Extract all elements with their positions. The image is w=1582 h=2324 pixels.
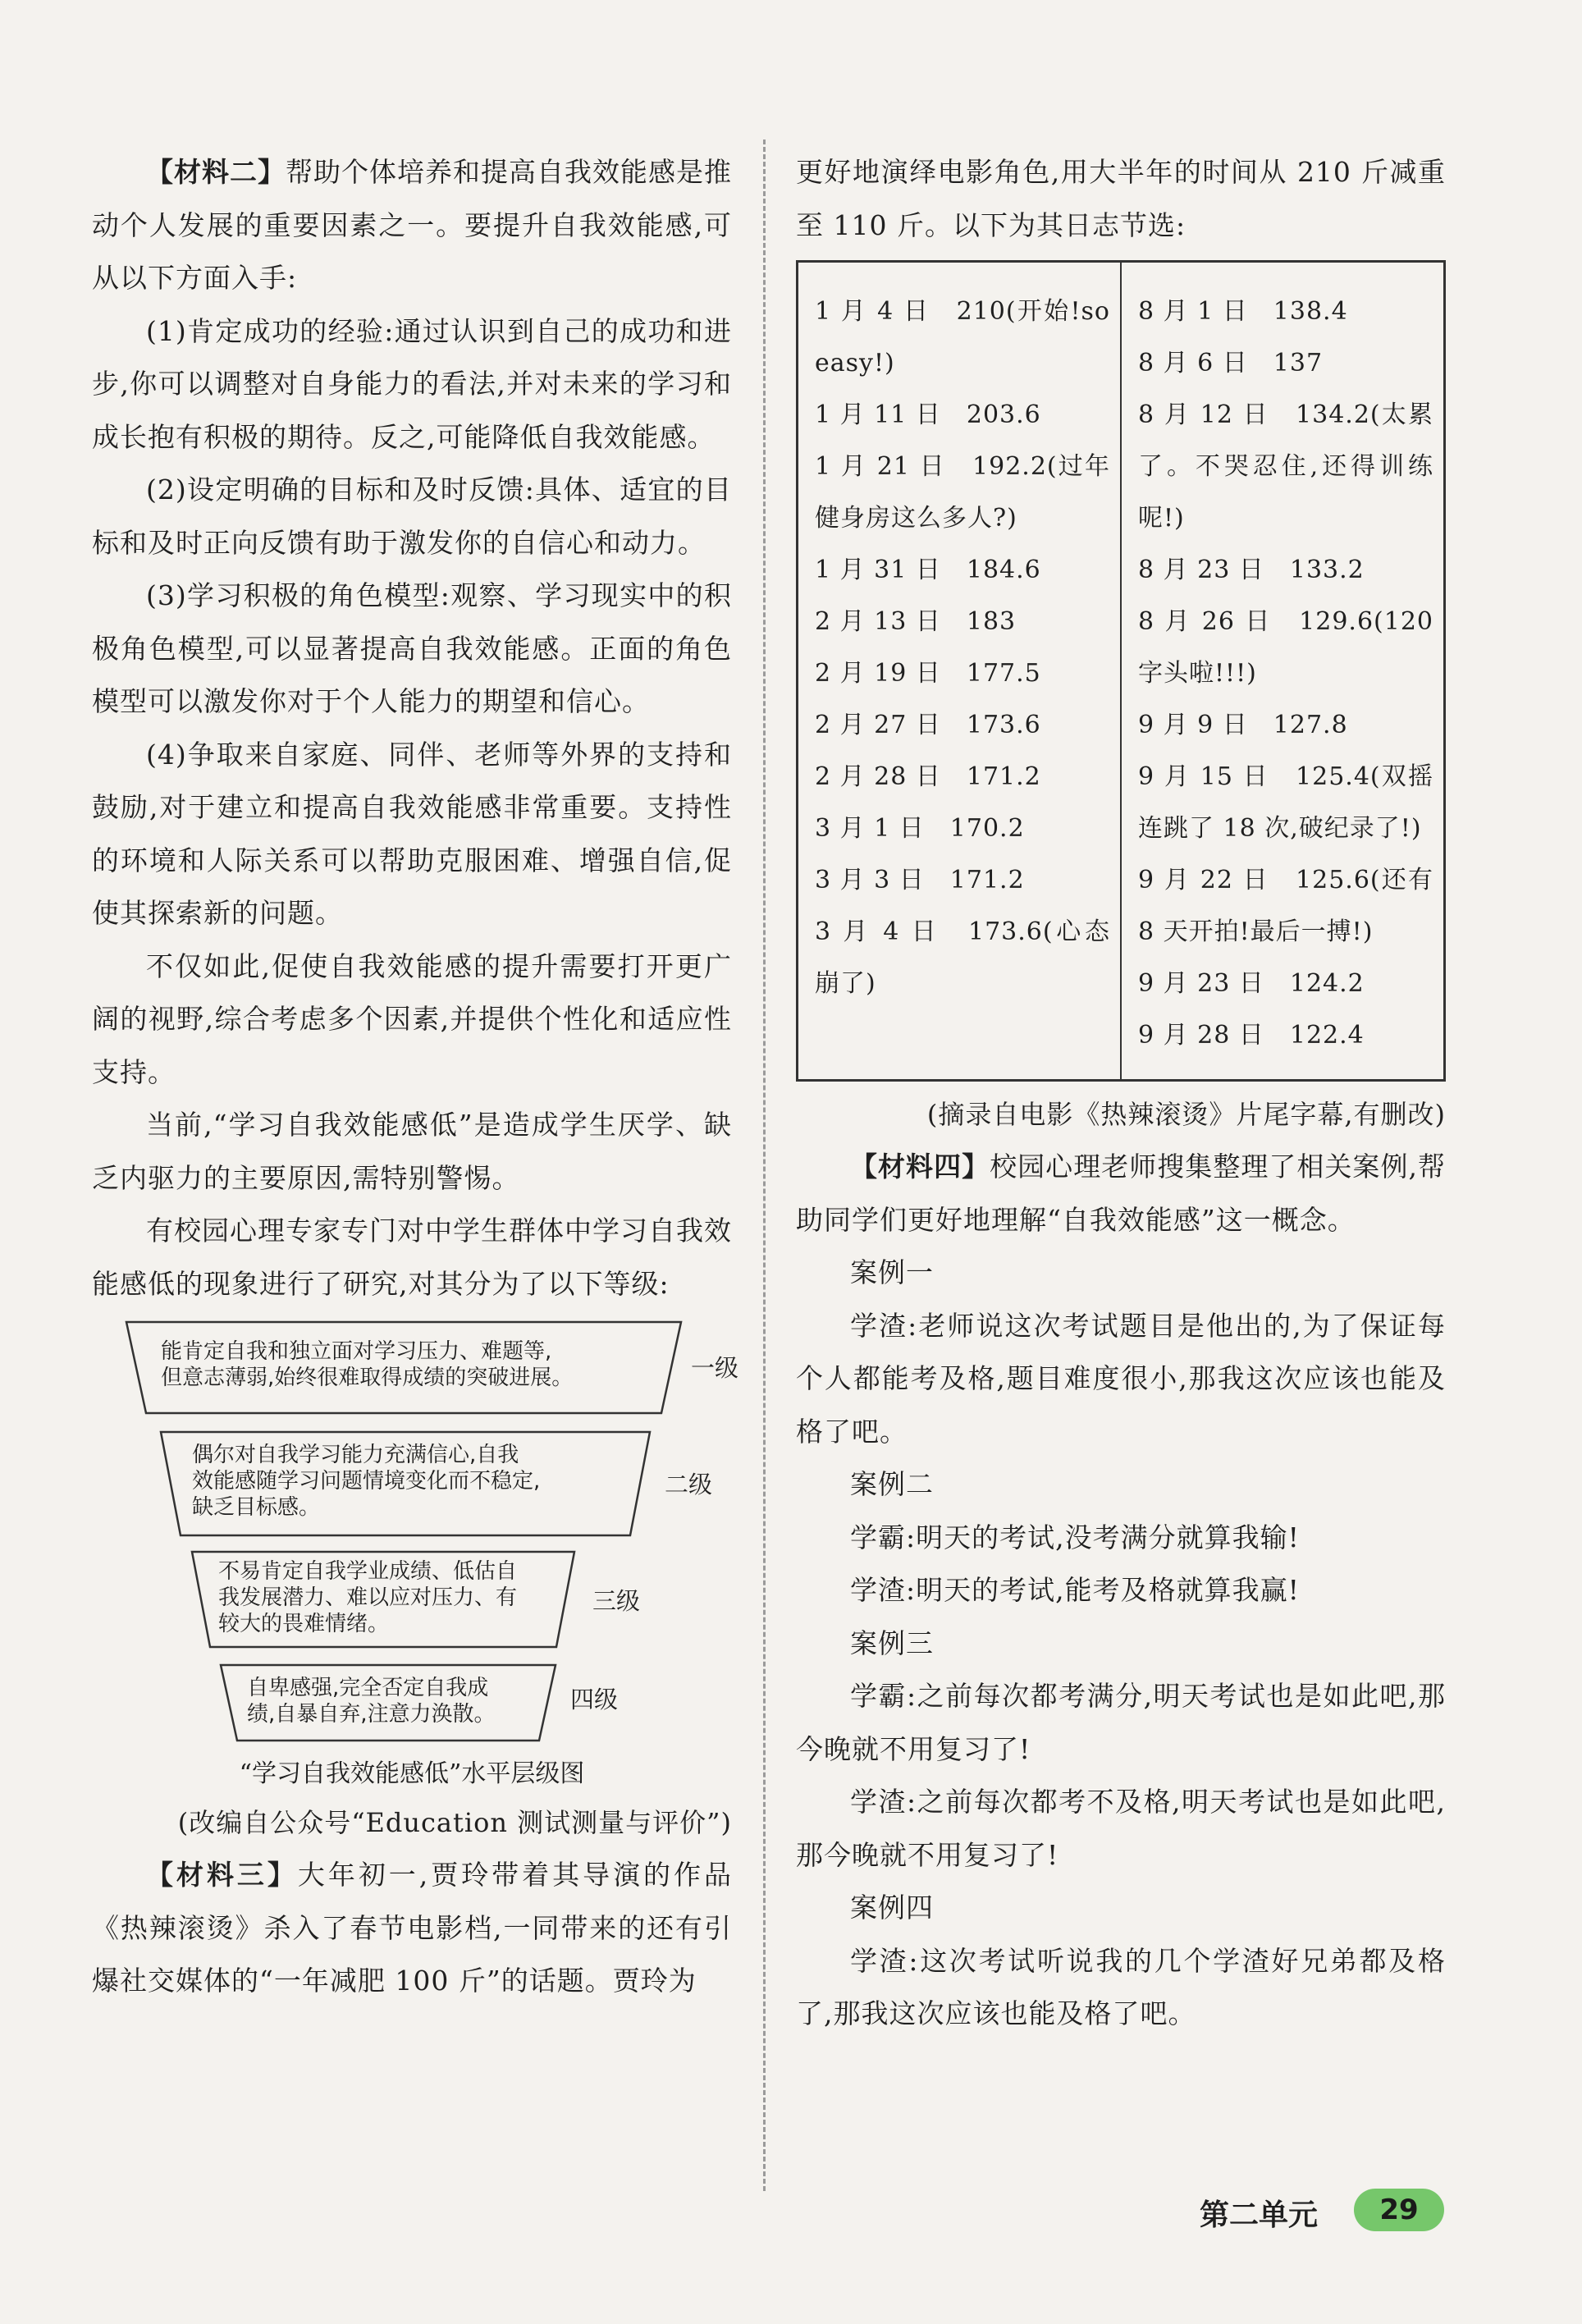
case-heading-2: 案例二 [850,1468,934,1500]
diary-entry: 3 月 1 日 170.2 [815,814,1025,843]
diary-entry: 9 月 23 日 124.2 [1138,969,1365,998]
case-dialogue: 学渣:之前每次都考不及格,明天考试也是如此吧,那今晚就不用复习了! [796,1786,1446,1871]
unit-title: 第二单元 [1200,2198,1319,2232]
material-four-tag: 【材料四】 [850,1151,990,1183]
level-pyramid-diagram [92,1320,739,1747]
level-2-label: 二级 [665,1471,713,1498]
case-dialogue: 学渣:明天的考试,能考及格就算我赢! [850,1574,1300,1606]
diary-entry: 3 月 4 日 173.6(心态崩了) [815,917,1110,998]
pyramid-level-4: 自卑感强,完全否定自我成 绩,自暴自弃,注意力涣散。 四级 [219,1663,679,1742]
pyramid-level-2: 偶尔对自我学习能力充满信心,自我 效能感随学习问题情境变化而不稳定, 缺乏目标感。 二级 [159,1430,734,1537]
material-four-intro: 【材料四】校园心理老师搜集整理了相关案例,帮助同学们更好地理解“自我效能感”这一概念。 [796,1151,1446,1236]
diary-entry: 8 月 26 日 129.6(120 字头啦!!!) [1138,607,1433,688]
diary-entry: 1 月 31 日 184.6 [815,556,1041,584]
diary-entry: 9 月 15 日 125.4(双摇连跳了 18 次,破纪录了!) [1138,762,1433,843]
case-heading-3: 案例三 [850,1626,934,1659]
page-number-badge: 29 [1354,2189,1444,2231]
diary-entry: 1 月 4 日 210(开始!so easy!) [815,297,1110,377]
material-two-para-6: 当前,“学习自我效能感低”是造成学生厌学、缺乏内驱力的主要原因,需特别警惕。 [92,1109,732,1194]
column-divider [763,140,766,2191]
left-column [92,146,739,2008]
pyramid-caption: “学习自我效能感低”水平层级图 [239,1759,585,1788]
level-3-label: 三级 [592,1587,641,1615]
material-three-tag: 【材料三】 [146,1859,298,1891]
material-three-continued: 更好地演绎电影角色,用大半年的时间从 210 斤减重至 110 斤。以下为其日志节选: [796,156,1446,241]
diary-entry: 8 月 23 日 133.2 [1138,556,1365,584]
case-dialogue: 学霸:明天的考试,没考满分就算我输! [850,1521,1300,1553]
diary-column-left [798,262,1122,1081]
diary-source: (摘录自电影《热辣滚烫》片尾字幕,有删改) [926,1099,1446,1130]
pyramid-level-3: 不易肯定自我学业成绩、低估自 我发展潜力、难以应对压力、有 较大的畏难情绪。 三级 [190,1550,732,1649]
diary-entry: 2 月 13 日 183 [815,607,1017,636]
material-two-item-3: (3)学习积极的角色模型:观察、学习现实中的积极角色模型,可以显著提高自我效能感。正面的角色模型可以激发你对于个人能力的期望和信心。 [92,579,732,717]
material-two-item-2: (2)设定明确的目标和及时反馈:具体、适宜的目标和及时正向反馈有助于激发你的自信心和动力。 [92,473,732,559]
diary-entry: 9 月 22 日 125.6(还有 8 天开拍!最后一搏!) [1138,866,1433,946]
diary-entry: 9 月 9 日 127.8 [1138,711,1348,739]
pyramid-level-1: 能肯定自我和独立面对学习压力、难题等, 但意志薄弱,始终很难取得成绩的突破进展。 一级 [125,1320,765,1419]
diary-table [796,260,1446,1082]
diary-entry: 3 月 3 日 171.2 [815,866,1025,894]
diary-column-right [1121,262,1445,1081]
diary-entry: 2 月 28 日 171.2 [815,762,1041,791]
material-two-item-1: (1)肯定成功的经验:通过认识到自己的成功和进步,你可以调整对自身能力的看法,并对未来的学习和成长抱有积极的期待。反之,可能降低自我效能感。 [92,314,732,453]
material-two-item-4: (4)争取来自家庭、同伴、老师等外界的支持和鼓励,对于建立和提高自我效能感非常重要。支持性的环境和人际关系可以帮助克服困难、增强自信,促使其探索新的问题。 [92,738,732,929]
case-heading-4: 案例四 [850,1892,934,1924]
diary-entry: 1 月 21 日 192.2(过年健身房这么多人?) [815,452,1110,533]
case-dialogue: 学渣:老师说这次考试题目是他出的,为了保证每个人都能考及格,题目难度很小,那我这次应该也能及格了吧。 [796,1309,1446,1448]
case-dialogue: 学霸:之前每次都考满分,明天考试也是如此吧,那今晚就不用复习了! [796,1680,1446,1765]
material-two-para-5: 不仅如此,促使自我效能感的提升需要打开更广阔的视野,综合考虑多个因素,并提供个性化和适应性支持。 [92,949,732,1088]
diary-entry: 1 月 11 日 203.6 [815,400,1041,429]
material-two-para-7: 有校园心理专家专门对中学生群体中学习自我效能感低的现象进行了研究,对其分为了以下等级: [92,1215,732,1300]
case-heading-1: 案例一 [850,1256,934,1288]
pyramid-source: (改编自公众号“Education 测试测量与评价”) [177,1807,732,1838]
diary-entry: 8 月 6 日 137 [1138,349,1324,377]
level-4-label: 四级 [570,1686,619,1713]
material-three-intro: 【材料三】大年初一,贾玲带着其导演的作品《热辣滚烫》杀入了春节电影档,一同带来的还有引爆社交媒体的“一年减肥 100 斤”的话题。贾玲为 [92,1859,732,1997]
case-dialogue: 学渣:这次考试听说我的几个学渣好兄弟都及格了,那我这次应该也能及格了吧。 [796,1944,1446,2029]
right-column [796,146,1446,2041]
diary-entry: 8 月 1 日 138.4 [1138,297,1348,326]
diary-entry: 2 月 27 日 173.6 [815,711,1041,739]
diary-entry: 2 月 19 日 177.5 [815,659,1041,688]
material-two-intro: 【材料二】帮助个体培养和提高自我效能感是推动个人发展的重要因素之一。要提升自我效能感,可从以下方面入手: [92,156,732,294]
material-two-tag: 【材料二】 [146,156,286,188]
level-1-label: 一级 [691,1354,739,1382]
diary-entry: 9 月 28 日 122.4 [1138,1021,1365,1050]
diary-entry: 8 月 12 日 134.2(太累了。不哭忍住,还得训练呢!) [1138,400,1433,533]
